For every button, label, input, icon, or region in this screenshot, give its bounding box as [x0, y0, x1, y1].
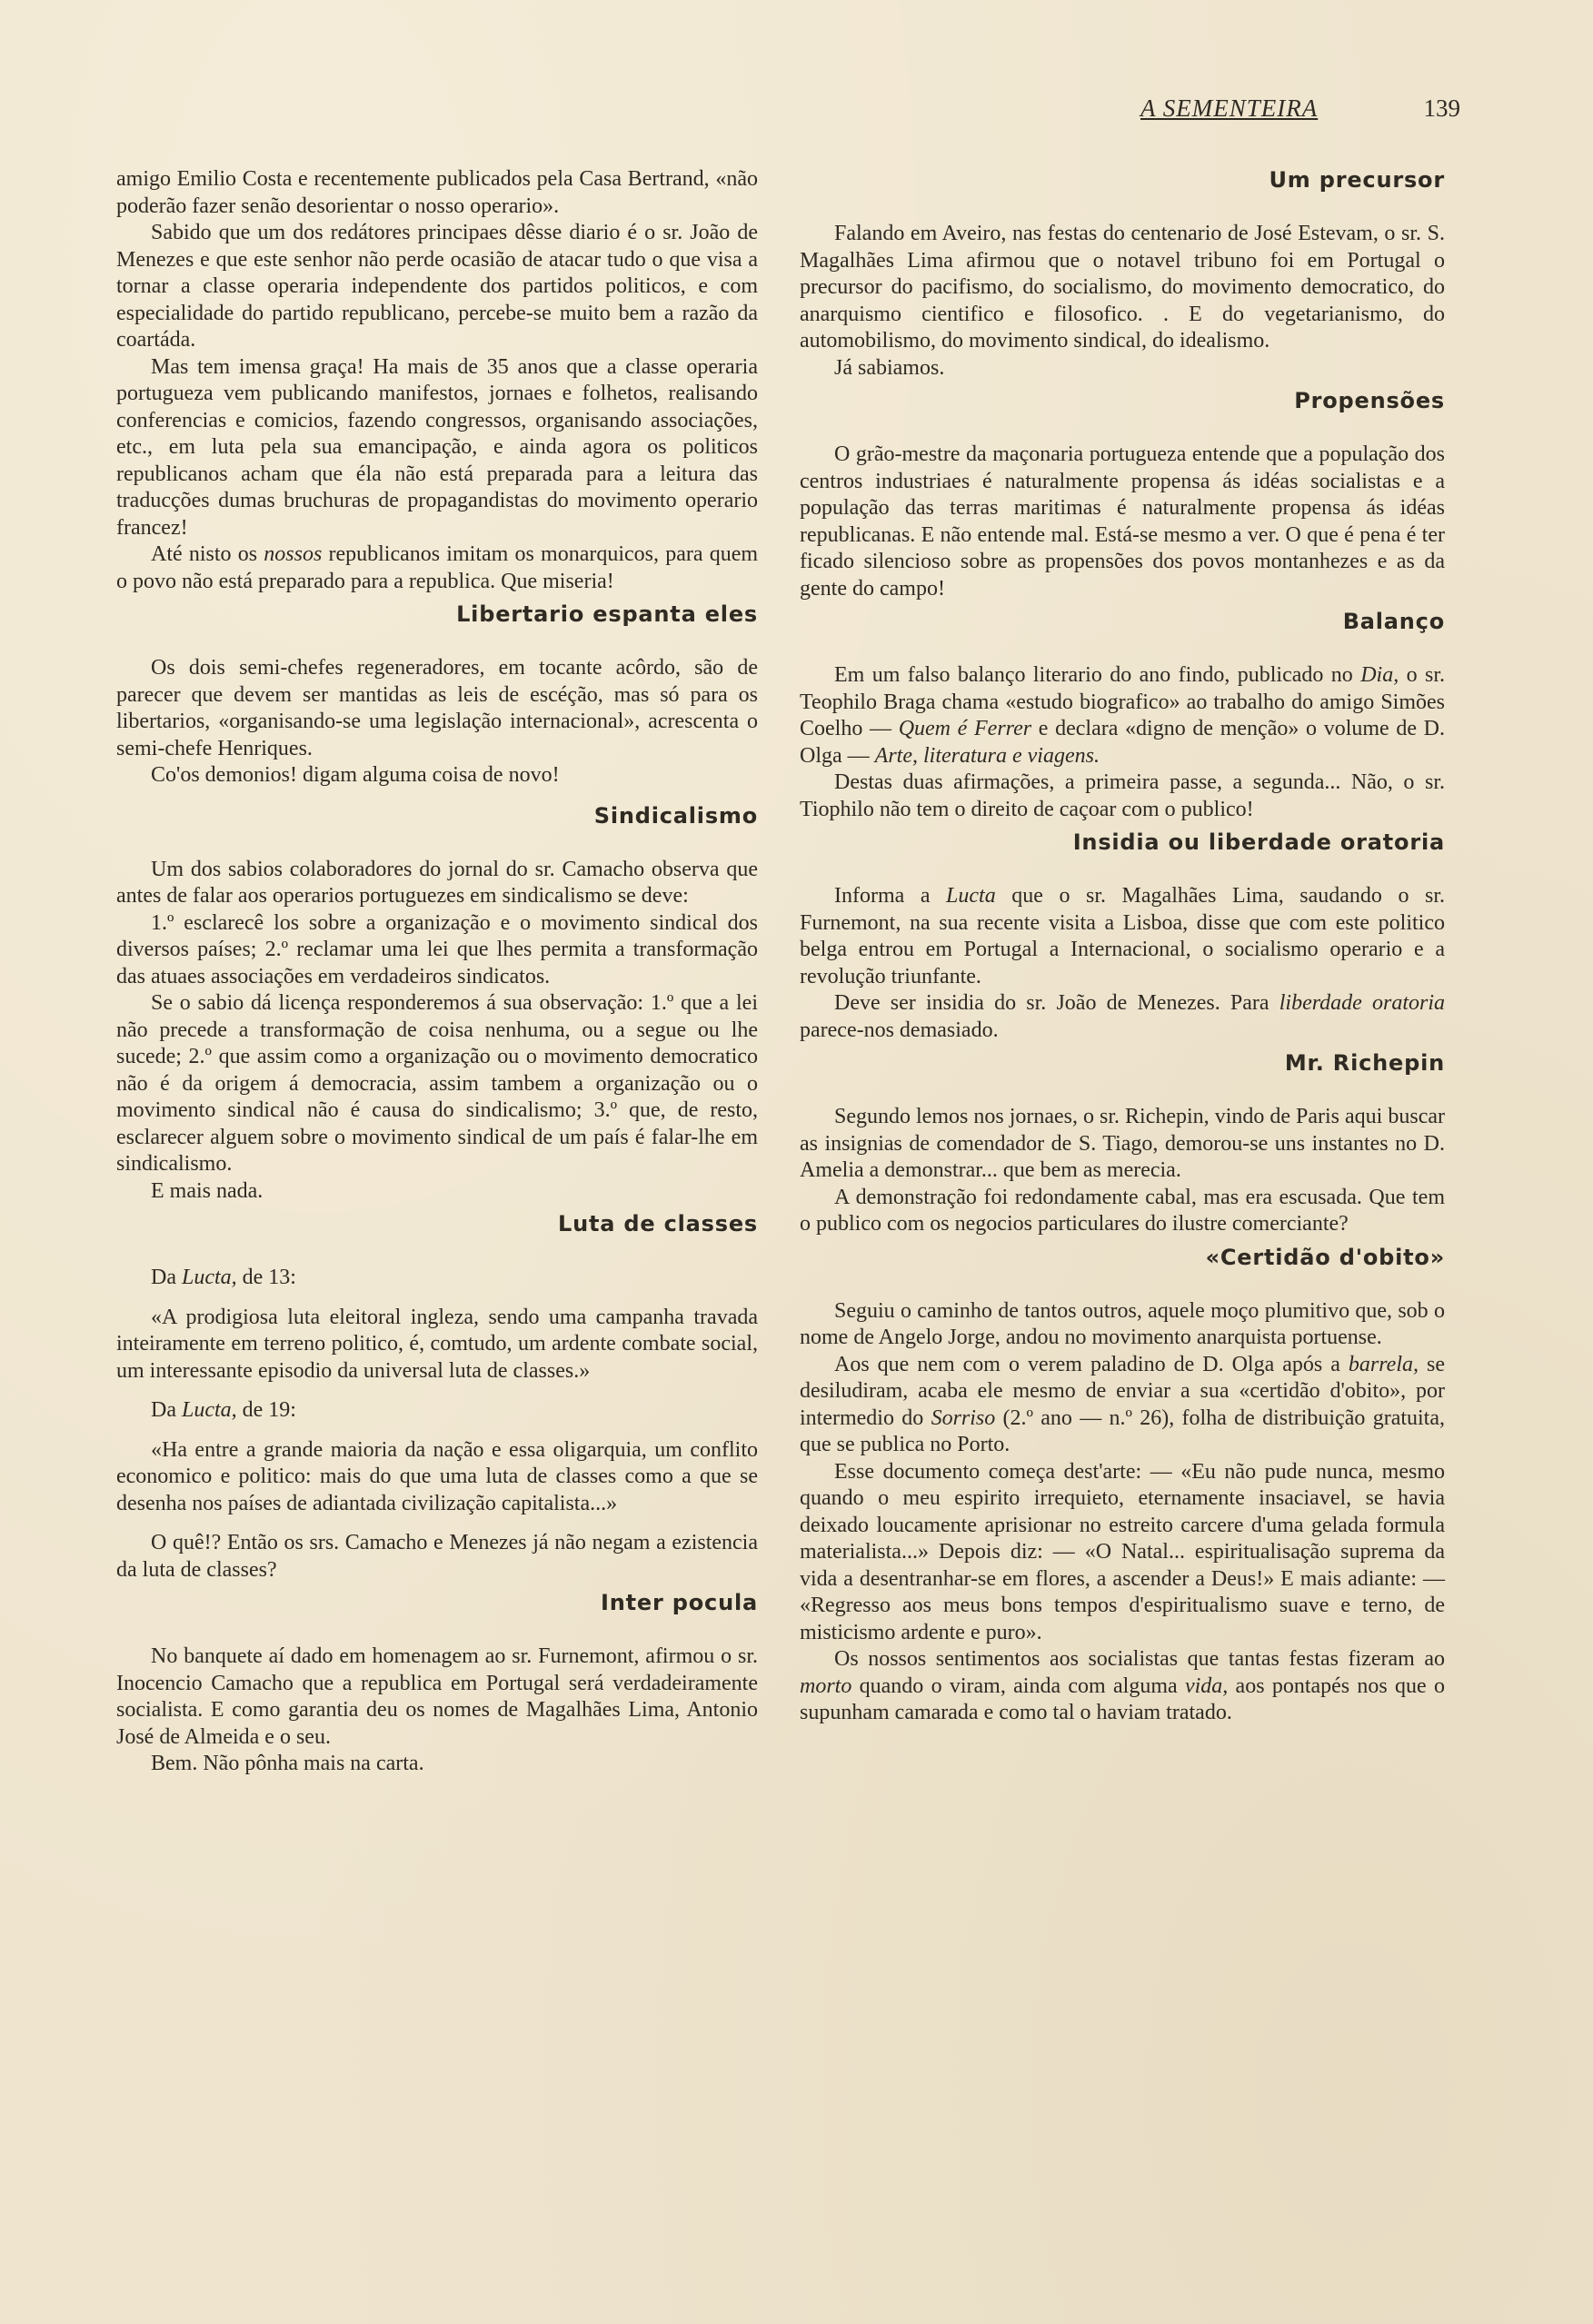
paragraph: Os nossos sentimentos aos socialistas que tantas festas fizeram ao morto quando o viram, ainda com alguma vida, aos pontapés nos que o supunham camarada e como tal o haviam tratado.: [800, 1647, 1446, 1724]
paragraph: Um dos sabios colaboradores do jornal do sr. Camacho observa que antes de falar aos operarios portuguezes em sindicalismo se deve:: [116, 857, 758, 908]
paragraph: Os dois semi-chefes regeneradores, em tocante acôrdo, são de parecer que devem ser mantidas as leis de escéção, mas só para os libertarios, «organisando-se uma legislação internacional», acrescenta o semi-chefe Henriques.: [116, 656, 758, 760]
publication-title: A SEMENTEIRA: [1140, 94, 1319, 122]
section-heading: Sindicalismo: [593, 802, 758, 829]
section-heading: Mr. Richepin: [1284, 1050, 1445, 1076]
paragraph: Sabido que um dos redátores principaes dêsse diario é o sr. João de Menezes e que este senhor não perde ocasião de atacar tudo o que visa a tornar a classe operaria independente dos partidos politicos, e com especialidade do partido republicano, percebe-se muito bem a razão da coartáda.: [116, 221, 758, 352]
paragraph: amigo Emilio Costa e recentemente publicados pela Casa Bertrand, «não poderão fazer senão desorientar o nosso operario».: [116, 167, 758, 218]
section-heading: Luta de classes: [558, 1211, 758, 1236]
paragraph: Esse documento começa dest'arte: — «Eu não pude nunca, mesmo quando o meu espirito irrequieto, eternamente insaciavel, se havia deixado loucamente aprisionar no estreito carcere d'uma gelada formula materialista...» Depois diz: — «O Natal... espiritualisação suprema da vida a desentranhar-se em flores, a ascender a Deus!» E mais adiante: — «Regresso aos meus bons tempos d'espiritualismo suave e terno, de misticismo ardente e puro».: [800, 1459, 1445, 1644]
paragraph: Aos que nem com o verem paladino de D. Olga após a barrela, se desiludiram, acaba ele mesmo de enviar a sua «certidão d'obito», por intermedio do Sorriso (2.º ano — n.º 26), folha de distribuição gratuita, que se publica no Porto.: [800, 1352, 1446, 1456]
paragraph: Deve ser insidia do sr. João de Menezes. Para liberdade oratoria parece-nos demasiado.: [800, 991, 1446, 1042]
quotation: «Ha entre a grande maioria da nação e essa oligarquia, um conflito economico e politico: mais do que uma luta de classes como a que se desenha nos países de adiantada civilização capitalista...»: [116, 1437, 758, 1515]
left-column: [116, 166, 758, 1778]
quotation: «A prodigiosa luta eleitoral ingleza, sendo uma campanha travada inteiramente em terreno politico, é, comtudo, um ardente combate social, um interessante episodio da universal luta de classes.»: [116, 1305, 758, 1383]
paragraph: O quê!? Então os srs. Camacho e Menezes já não negam a ezistencia da luta de classes?: [116, 1531, 758, 1582]
paragraph: Bem. Não pônha mais na carta.: [151, 1752, 424, 1775]
paragraph: No banquete aí dado em homenagem ao sr. Furnemont, afirmou o sr. Inocencio Camacho que a republica em Portugal será verdadeiramente socialista. E como garantia deu os nomes de Magalhães Lima, Antonio José de Almeida e o seu.: [116, 1644, 758, 1749]
paragraph: O grão-mestre da maçonaria portugueza entende que a população dos centros industriaes é naturalmente propensa ás idéas socialistas e a população das terras maritimas é naturalmente propensa ás idéas republicanas. E não entende mal. Está-se mesmo a ver. O que é pena é ter ficado silencioso sobre as propensões dos povos montanhezes e as da gente do campo!: [800, 442, 1445, 601]
paragraph: Seguiu o caminho de tantos outros, aquele moço plumitivo que, sob o nome de Angelo Jorge, andou no movimento anarquista portuense.: [800, 1298, 1445, 1349]
paragraph: Falando em Aveiro, nas festas do centenario de José Estevam, o sr. S. Magalhães Lima afirmou que o notavel tribuno foi em Portugal o precursor do pacifismo, do socialismo, do movimento democratico, do anarquismo cientifico e filosofico. . E do vegetarianismo, do automobilismo, do movimento sindical, do idealismo.: [800, 222, 1445, 353]
paragraph: Co'os demonios! digam alguma coisa de novo!: [151, 763, 560, 787]
paragraph: Destas duas afirmações, a primeira passe, a segunda... Não, o sr. Tiophilo não tem o direito de caçoar com o publico!: [800, 770, 1445, 821]
paragraph: Já sabiamos.: [834, 355, 945, 380]
section-heading: Propensões: [1294, 388, 1445, 413]
paragraph: Mas tem imensa graça! Ha mais de 35 anos que a classe operaria portugueza vem publicando manifestos, jornaes e folhetos, realisando conferencias e comicios, fazendo congressos, organisando associações, etc., em luta pela sua emancipação, e ainda agora os politicos republicanos acham que éla não está preparada para a leitura das traducções dumas bruchuras de propagandistas do movimento operario francez!: [116, 354, 758, 540]
section-heading: Balanço: [1342, 609, 1445, 634]
section-heading: Um precursor: [1269, 167, 1445, 193]
paragraph: Se o sabio dá licença responderemos á sua observação: 1.º que a lei não precede a transformação de coisa nenhuma, ou a segue ou lhe sucede; 2.º que assim como a organização ou o movimento democratico não é da origem á democracia, assim tambem a organização ou o movimento sindical não é causa do sindicalismo; 3.º que, de resto, esclarecer alguem sobre o movimento sindical de um país é falar-lhe em sindicalismo.: [116, 991, 758, 1176]
page-number: 139: [1423, 94, 1460, 122]
section-heading: Insidia ou liberdade oratoria: [1072, 829, 1445, 855]
section-heading: «Certidão d'obito»: [1205, 1244, 1445, 1270]
paragraph: Em um falso balanço literario do ano findo, publicado no Dia, o sr. Teophilo Braga chama «estudo biografico» ao trabalho do amigo Simões Coelho — Quem é Ferrer e declara «digno de menção» o volume de D. Olga — Arte, literatura e viagens.: [800, 663, 1446, 768]
paragraph: Segundo lemos nos jornaes, o sr. Richepin, vindo de Paris aqui buscar as insignias de comendador de S. Tiago, demorou-se uns instantes no D. Amelia a demonstrar... que bem as merecia.: [800, 1105, 1445, 1182]
paragraph: A demonstração foi redondamente cabal, mas era escusada. Que tem o publico com os negocios particulares do ilustre comerciante?: [800, 1185, 1445, 1236]
paragraph: Da Lucta, de 13:: [151, 1266, 296, 1289]
page-header: [1140, 94, 1460, 133]
paragraph: E mais nada.: [151, 1178, 264, 1203]
section-heading: Libertario espanta eles: [456, 601, 758, 627]
section-heading: Inter pocula: [601, 1590, 758, 1615]
right-column: [800, 166, 1445, 1727]
paragraph: 1.º esclarecê los sobre a organização e o movimento sindical dos diversos países; 2.º reclamar uma lei que lhes permita a transformação das atuaes associações em verdadeiros sindicatos.: [116, 910, 758, 988]
paragraph: Até nisto os nossos republicanos imitam os monarquicos, para quem o povo não está preparado para a republica. Que miseria!: [116, 542, 759, 593]
paragraph: Da Lucta, de 19:: [151, 1398, 296, 1422]
paragraph: Informa a Lucta que o sr. Magalhães Lima, saudando o sr. Furnemont, na sua recente visita a Lisboa, disse que com este politico belga entrou em Portugal a Internacional, o socialismo operario e a revolução triunfante.: [800, 884, 1445, 988]
